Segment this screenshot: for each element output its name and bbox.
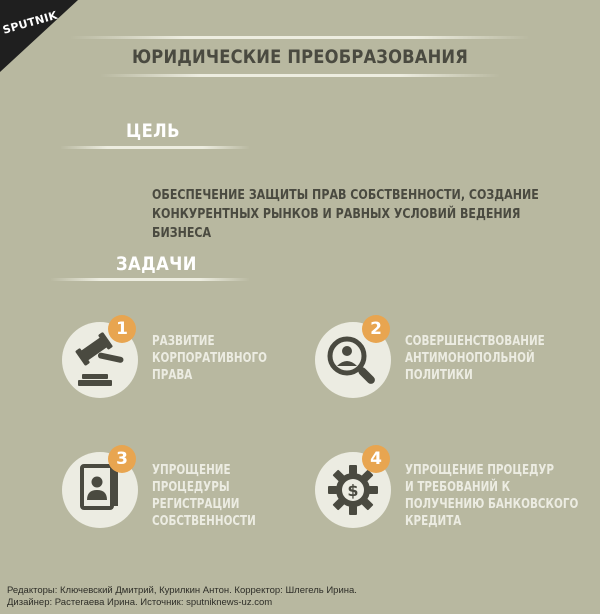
tasks-heading: ЗАДАЧИ bbox=[116, 253, 197, 275]
credits-line-1: Редакторы: Ключевский Дмитрий, Курилкин Антон. Корректор: Шлегель Ирина. bbox=[7, 585, 357, 596]
sputnik-logo-text: SPUTNIK bbox=[1, 8, 59, 37]
title-top-divider bbox=[70, 36, 530, 39]
page-title: ЮРИДИЧЕСКИЕ ПРЕОБРАЗОВАНИЯ bbox=[131, 46, 469, 68]
svg-text:$: $ bbox=[347, 481, 359, 500]
goal-text: ОБЕСПЕЧЕНИЕ ЗАЩИТЫ ПРАВ СОБСТВЕННОСТИ, СОЗДАНИЕ КОНКУРЕНТНЫХ РЫНКОВ И РАВНЫХ УСЛОВИЙ ВЕДЕНИЯ БИЗНЕСА bbox=[152, 187, 539, 241]
credits-line-2: Дизайнер: Растегаева Ирина. Источник: sputniknews-uz.com bbox=[7, 597, 273, 608]
goal-heading: ЦЕЛЬ bbox=[126, 120, 181, 142]
task-3-number-badge: 3 bbox=[108, 445, 136, 473]
tasks-heading-divider bbox=[50, 278, 250, 281]
task-4-number-badge: 4 bbox=[362, 445, 390, 473]
goal-heading-divider bbox=[60, 146, 250, 149]
credits-footer bbox=[7, 585, 357, 609]
task-1-number-badge: 1 bbox=[108, 315, 136, 343]
task-4-label: УПРОЩЕНИЕ ПРОЦЕДУР И ТРЕБОВАНИЙ К ПОЛУЧЕНИЮ БАНКОВСКОГО КРЕДИТА bbox=[405, 463, 579, 529]
task-2-number-badge: 2 bbox=[362, 315, 390, 343]
task-2-label: СОВЕРШЕНСТВОВАНИЕ АНТИМОНОПОЛЬНОЙ ПОЛИТИКИ bbox=[405, 334, 545, 383]
task-3-label: УПРОЩЕНИЕ ПРОЦЕДУРЫ РЕГИСТРАЦИИ СОБСТВЕННОСТИ bbox=[152, 463, 256, 529]
title-bottom-divider bbox=[100, 74, 500, 77]
task-1-label: РАЗВИТИЕ КОРПОРАТИВНОГО ПРАВА bbox=[152, 334, 267, 383]
